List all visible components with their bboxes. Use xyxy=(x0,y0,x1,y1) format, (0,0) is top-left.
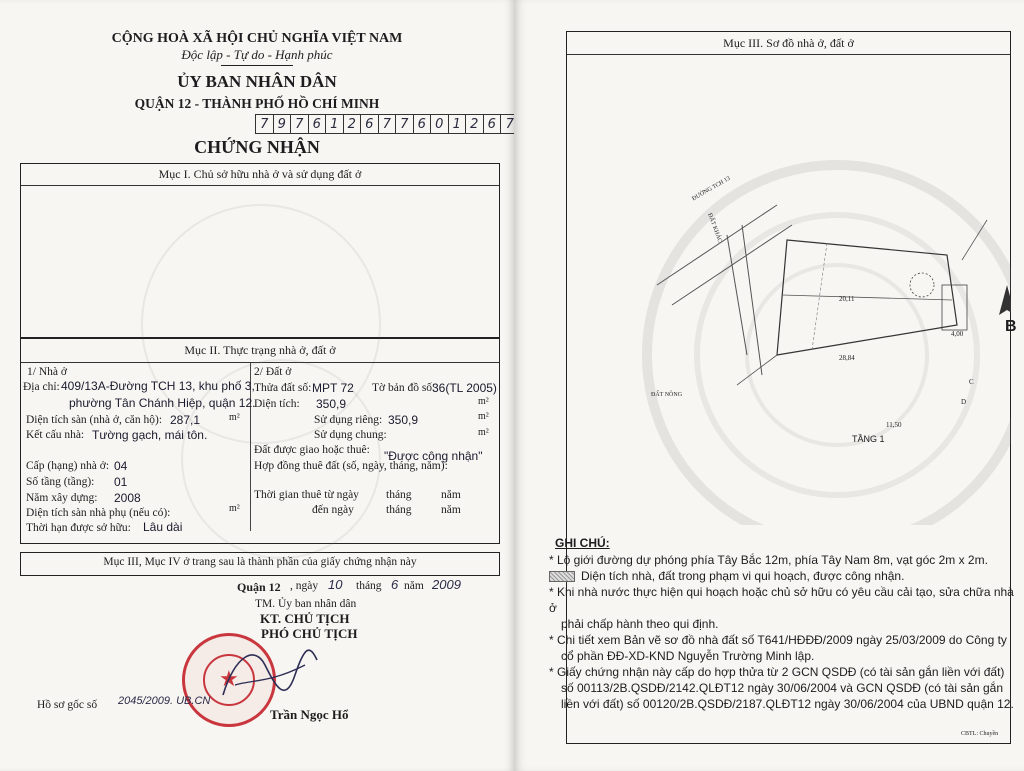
map-sheet-value: 36(TL 2005) xyxy=(432,381,497,395)
footer-note-box xyxy=(20,552,500,576)
footer-note: Mục III, Mục IV ở trang sau là thành phần của giấy chứng nhận này xyxy=(103,556,417,568)
on-behalf-line: TM. Ủy ban nhân dân xyxy=(255,598,357,610)
note-line: * Lộ giới đường dự phóng phía Tây Bắc 12m, phía Tây Nam 8m, vạt góc 2m x 2m. xyxy=(549,553,988,567)
dim-label-top: 20,11 xyxy=(839,295,855,303)
aux-area-unit: m² xyxy=(229,503,240,514)
land-area-unit: m² xyxy=(478,396,489,407)
structure-value: Tường gạch, mái tôn. xyxy=(92,428,208,442)
grade-label: Cấp (hạng) nhà ở: xyxy=(26,460,110,472)
section3-title: Mục III. Sơ đồ nhà ở, đất ở xyxy=(567,32,1010,55)
address-label: Địa chỉ: xyxy=(23,381,60,393)
notes-title: GHI CHÚ: xyxy=(555,536,610,550)
lease-to-month: tháng xyxy=(386,504,412,516)
street-label-2: ĐẤT KHÁC xyxy=(706,212,723,244)
signing-role-2: PHÓ CHỦ TỊCH xyxy=(261,626,358,641)
note-line: liền với đất) số 00120/2B.QSDĐ/2187.QLĐT12 ngày 30/06/2004 của UBND quận 12. xyxy=(561,697,1014,711)
serial-digit: 6 xyxy=(361,115,379,133)
note-line: * Khi nhà nước thực hiện qui hoạch hoặc chủ sở hữu có yêu cầu cải tạo, sửa chữa nhà ở xyxy=(549,585,1014,615)
note-line: * Giấy chứng nhận này cấp do hợp thửa từ 2 GCN QSDĐ (có tài sản gắn liền với đất) xyxy=(549,665,1005,679)
note-line: phải chấp hành theo qui định. xyxy=(561,617,719,631)
grade-value: 04 xyxy=(114,459,128,473)
floor-label: TẦNG 1 xyxy=(852,434,885,444)
signing-year-value: 2009 xyxy=(432,577,461,592)
street-label-1: ĐƯỜNG TCH 13 xyxy=(691,175,732,203)
serial-digit: 7 xyxy=(379,115,397,133)
certificate-title: CHỨNG NHẬN xyxy=(194,137,320,157)
section1-title: Mục I. Chủ sở hữu nhà ở và sử dụng đất ở xyxy=(21,164,499,186)
hatch-swatch-icon xyxy=(549,571,575,582)
file-number-value: 2045/2009. UB.CN xyxy=(118,695,211,707)
serial-digit: 7 xyxy=(291,115,309,133)
term-value: Lâu dài xyxy=(143,520,183,534)
note-line: cổ phần ĐĐ-XD-KND Nguyễn Trường Minh lập. xyxy=(561,649,815,663)
serial-digit: 6 xyxy=(484,115,502,133)
corner-note: CBTL: Chuyền xyxy=(961,731,999,737)
address-line1: 409/13A-Đường TCH 13, khu phố 3, xyxy=(61,379,255,393)
lease-contract-label: Hợp đồng thuê đất (số, ngày, tháng, năm): xyxy=(254,460,448,472)
house-heading: 1/ Nhà ở xyxy=(27,366,67,378)
section1-box xyxy=(20,163,500,338)
land-area-label: Diện tích: xyxy=(254,398,300,410)
serial-digit: 7 xyxy=(505,117,514,132)
map-sheet-label: Tờ bản đồ số: xyxy=(372,382,436,394)
serial-digit: 9 xyxy=(274,115,292,133)
notes-list xyxy=(549,552,1024,712)
note-line: số 00113/2B.QSDĐ/2142.QLĐT12 ngày 30/06/2004 và GCN QSDĐ (có tài sản gắn xyxy=(561,681,1004,695)
signing-month-value: 6 xyxy=(391,577,399,592)
north-arrow-icon xyxy=(999,285,1011,315)
country-heading: CỘNG HOÀ XÃ HỘI CHỦ NGHĨA VIỆT NAM xyxy=(111,31,403,46)
motto-underline xyxy=(221,65,293,66)
year-built-label: Năm xây dựng: xyxy=(26,492,98,504)
serial-digit: 2 xyxy=(344,115,362,133)
section2-title: Mục II. Thực trạng nhà ở, đất ở xyxy=(21,339,499,363)
serial-digit: 0 xyxy=(431,115,449,133)
lease-from-year: năm xyxy=(441,489,461,501)
land-heading: 2/ Đất ở xyxy=(254,366,292,378)
serial-digit: 1 xyxy=(449,115,467,133)
parcel-value: MPT 72 xyxy=(312,381,354,395)
lease-to-label: đến ngày xyxy=(312,504,354,516)
corner-label-d: D xyxy=(961,398,967,406)
site-plan-drawing xyxy=(567,55,1011,525)
file-number-label: Hồ sơ gốc số xyxy=(37,699,98,711)
signing-role-1: KT. CHỦ TỊCH xyxy=(260,611,350,626)
signing-day-label: , ngày xyxy=(290,580,319,592)
handwritten-signature xyxy=(215,635,325,715)
land-area-value: 350,9 xyxy=(316,397,347,411)
north-arrow-label: B xyxy=(1005,318,1017,335)
signing-month-label: tháng xyxy=(356,580,382,592)
note-line: * Chi tiết xem Bản vẽ sơ đồ nhà đất số T641/HĐĐĐ/2009 ngày 25/03/2009 do Công ty xyxy=(549,633,1007,647)
signing-year-label: năm xyxy=(404,580,424,592)
dim-label-bottom: 11,50 xyxy=(886,421,902,429)
certificate-right-page xyxy=(514,0,1024,771)
shared-use-unit: m² xyxy=(478,427,489,438)
corner-label-c: C xyxy=(969,378,974,386)
floor-area-unit: m² xyxy=(229,412,240,423)
signing-place: Quận 12 xyxy=(237,580,281,594)
lease-to-year: năm xyxy=(441,504,461,516)
signer-name: Trần Ngọc Hổ xyxy=(270,707,349,722)
term-label: Thời hạn được sở hữu: xyxy=(26,522,131,534)
serial-number-boxes xyxy=(255,114,514,134)
floor-area-value: 287,1 xyxy=(170,413,201,427)
serial-digit: 7 xyxy=(256,115,274,133)
star-icon: ★ xyxy=(219,666,239,691)
lease-from-month: tháng xyxy=(386,489,412,501)
serial-digit: 7 xyxy=(396,115,414,133)
note-line-hatched: Diện tích nhà, đất trong phạm vi qui hoạch, được công nhận. xyxy=(549,568,1024,584)
serial-digit: 6 xyxy=(309,115,327,133)
address-line2: phường Tân Chánh Hiệp, quận 12. xyxy=(69,396,256,410)
private-use-unit: m² xyxy=(478,411,489,422)
serial-digit: 1 xyxy=(326,115,344,133)
allocation-label: Đất được giao hoặc thuê: xyxy=(254,444,370,456)
signing-day-value: 10 xyxy=(328,577,343,592)
dim-label-mid: 28,84 xyxy=(839,354,855,362)
authority-heading: ỦY BAN NHÂN DÂN xyxy=(177,72,337,91)
serial-digit: 2 xyxy=(466,115,484,133)
floors-label: Số tầng (tầng): xyxy=(26,476,95,488)
floors-value: 01 xyxy=(114,475,128,489)
private-use-value: 350,9 xyxy=(388,413,419,427)
floor-area-label: Diện tích sàn (nhà ở, căn hộ): xyxy=(26,414,163,426)
dim-label-right: 4,00 xyxy=(951,330,964,338)
street-label-3: ĐẤT NÔNG xyxy=(651,392,683,398)
aux-area-label: Diện tích sàn nhà phụ (nếu có): xyxy=(26,507,171,519)
lease-from-label: Thời gian thuê từ ngày xyxy=(254,489,359,501)
district-heading: QUẬN 12 - THÀNH PHỐ HỒ CHÍ MINH xyxy=(134,96,380,111)
serial-digit: 6 xyxy=(414,115,432,133)
allocation-value: "Được công nhận" xyxy=(384,449,483,463)
parcel-label: Thửa đất số: xyxy=(254,382,312,394)
motto: Độc lập - Tự do - Hạnh phúc xyxy=(181,47,333,62)
year-built-value: 2008 xyxy=(114,491,141,505)
shared-use-label: Sử dụng chung: xyxy=(314,429,387,441)
structure-label: Kết cấu nhà: xyxy=(26,429,85,441)
private-use-label: Sử dụng riêng: xyxy=(314,414,383,426)
